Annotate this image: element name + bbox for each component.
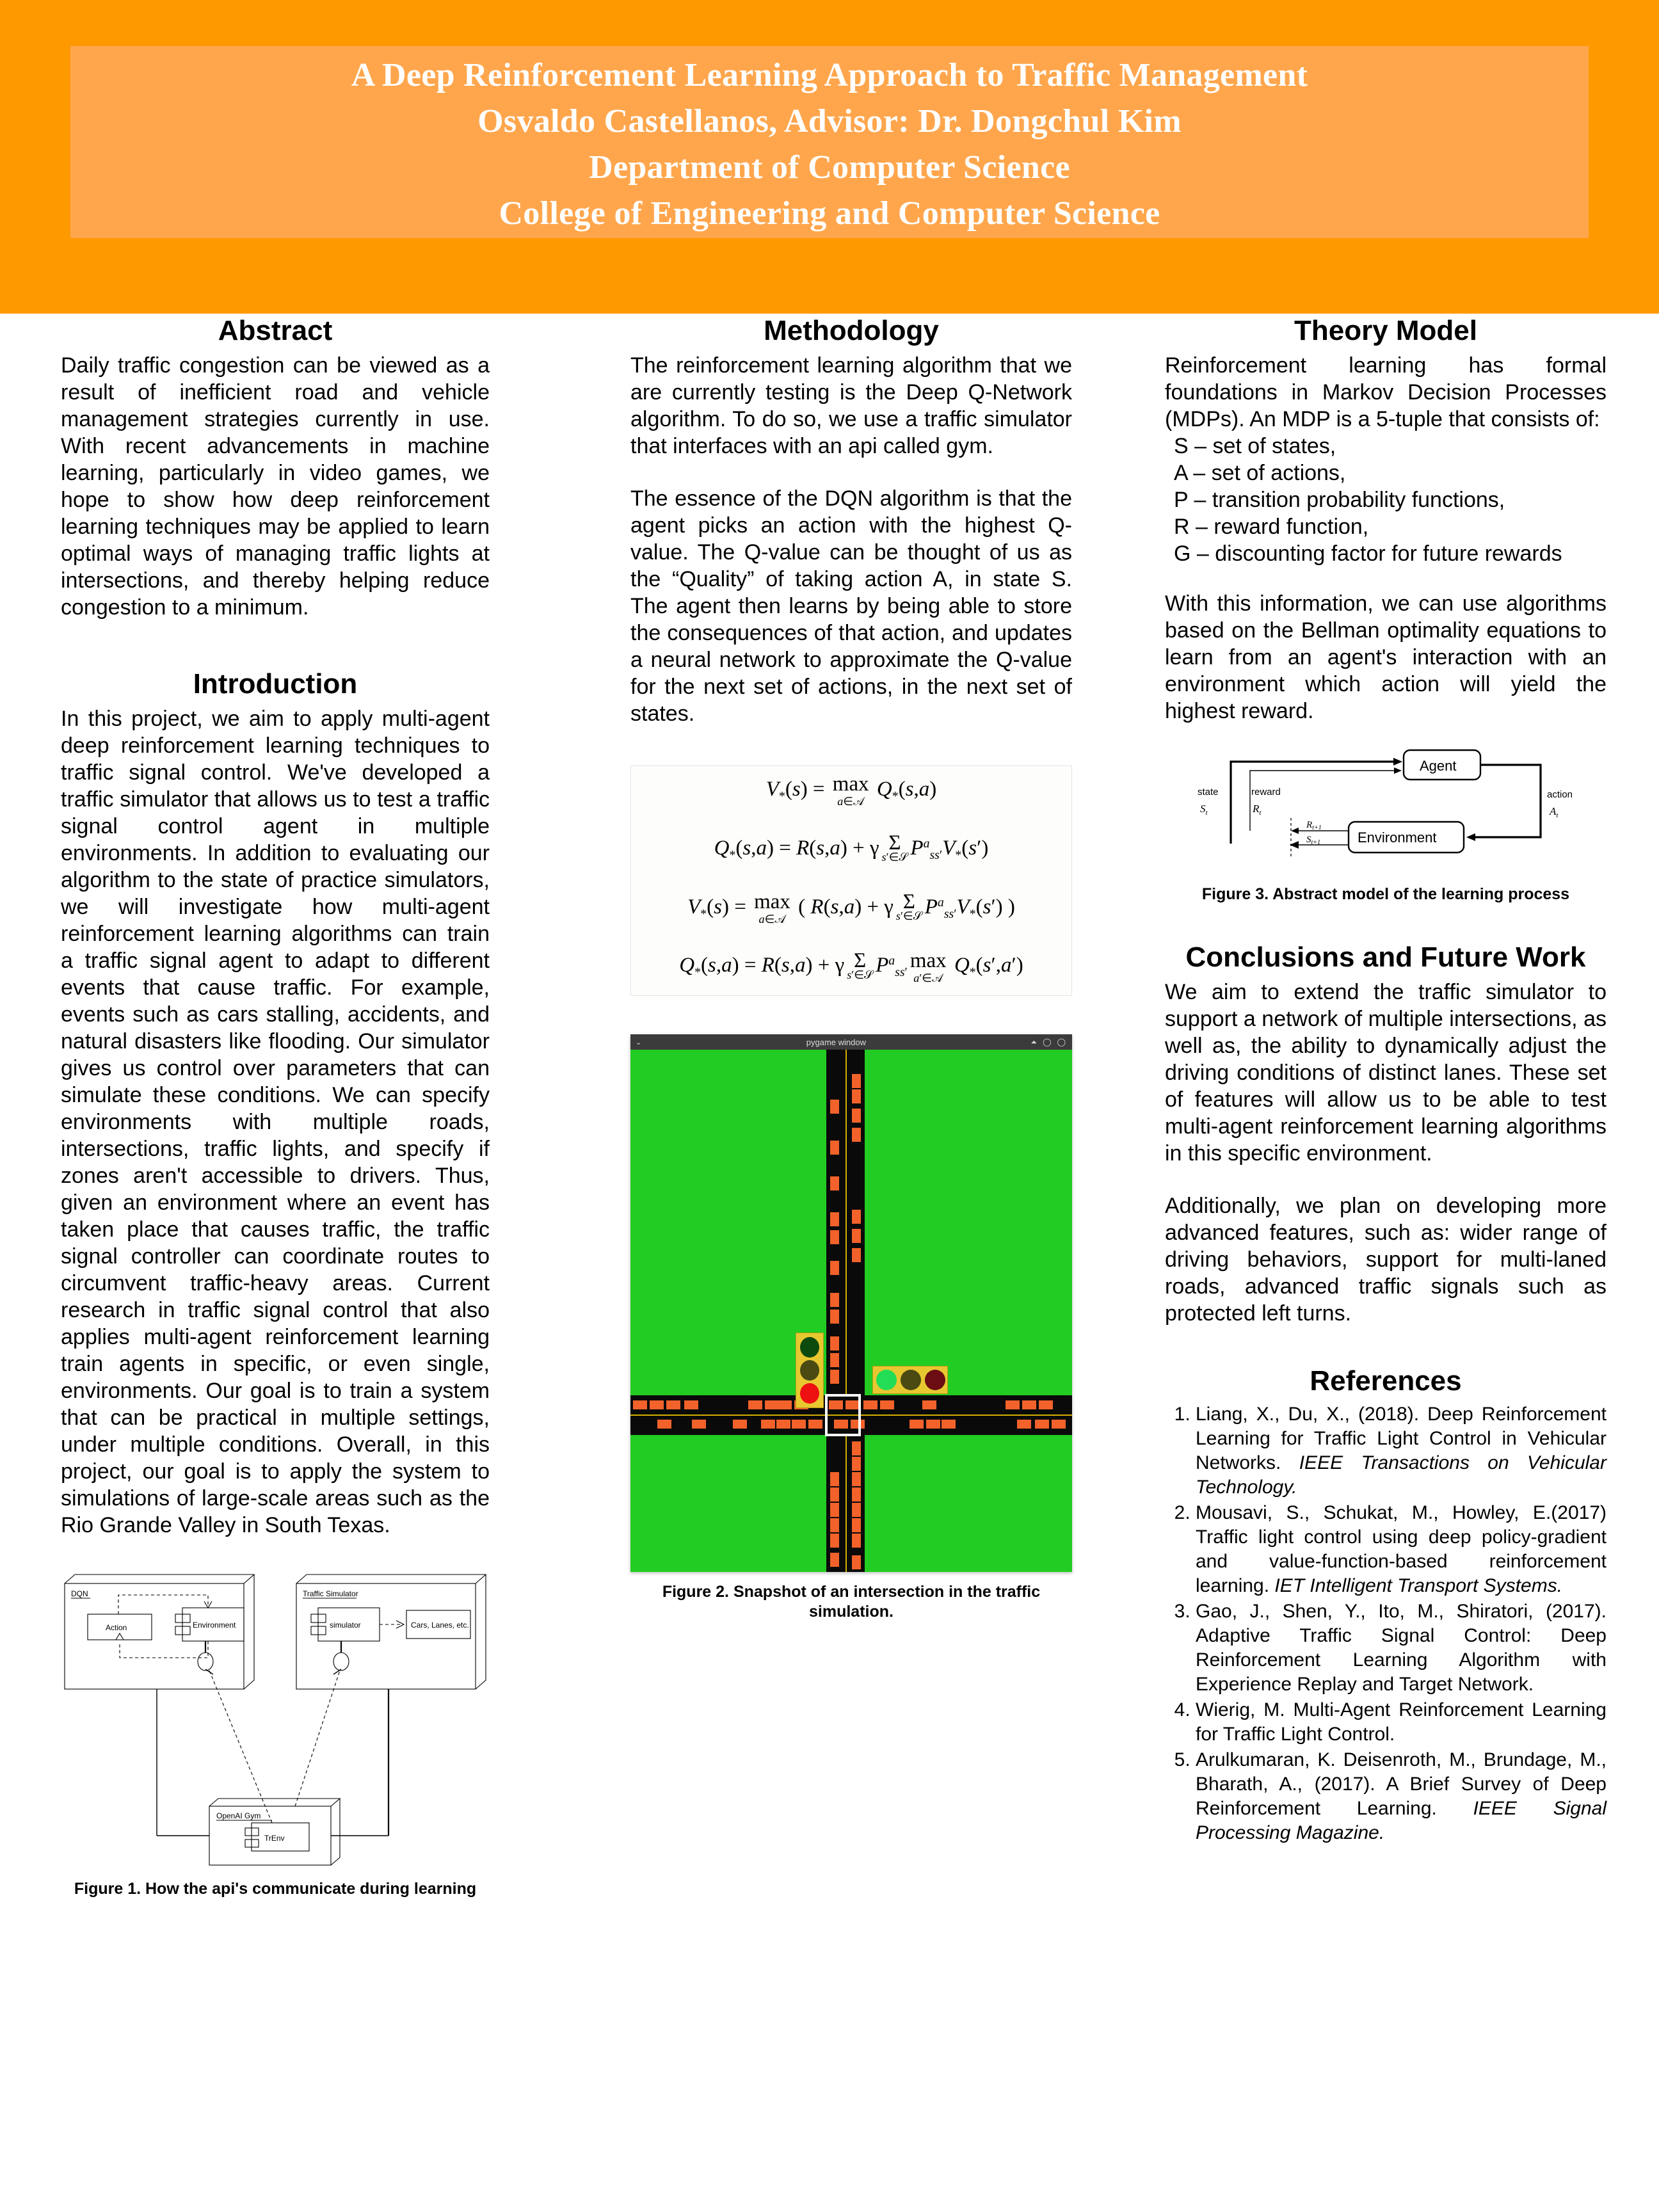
car bbox=[657, 1420, 671, 1429]
figure3-caption: Figure 3. Abstract model of the learning process bbox=[1201, 885, 1570, 903]
pygame-window[interactable] bbox=[630, 1034, 1072, 1572]
car bbox=[830, 1310, 839, 1324]
mdp-tuple-item-actions: A – set of actions, bbox=[1174, 461, 1346, 485]
figure3-state-next-symbol: $S_{t+1}$ bbox=[1306, 835, 1321, 846]
car bbox=[792, 1420, 806, 1429]
conclusions-heading: Conclusions and Future Work bbox=[1185, 942, 1586, 973]
car bbox=[776, 1420, 790, 1429]
references-heading: References bbox=[1310, 1365, 1462, 1397]
car bbox=[830, 1141, 839, 1155]
figure3-state-symbol: $S_t$ bbox=[1200, 803, 1208, 817]
traffic-light-red-bulb-off bbox=[925, 1370, 945, 1390]
car bbox=[852, 1248, 861, 1262]
car bbox=[830, 1553, 839, 1567]
car bbox=[880, 1400, 894, 1409]
mdp-tuple-item-states: S – set of states, bbox=[1174, 434, 1336, 458]
figure1-caption: Figure 1. How the api's communicate during learning bbox=[74, 1880, 477, 1898]
car bbox=[830, 1370, 839, 1384]
figure2-container bbox=[630, 1034, 1072, 1622]
figure3-reward-label: reward bbox=[1251, 787, 1281, 797]
car bbox=[852, 1457, 861, 1471]
car bbox=[852, 1074, 861, 1088]
figure3-action-label: action bbox=[1547, 789, 1573, 800]
traffic-light-green-bulb-on bbox=[876, 1370, 897, 1390]
bellman-equations-figure bbox=[630, 765, 1072, 996]
car bbox=[830, 1176, 839, 1190]
conclusions-paragraph-1: We aim to extend the traffic simulator to support a network of multiple intersections, as well as, the ability to dynamically adjust the driving conditions of distinct lanes. These set of features will allow us to be able to test multi-agent reinforcement learning algorithms in this specific environment. bbox=[1165, 980, 1607, 1166]
mdp-tuple-item-reward: R – reward function, bbox=[1174, 515, 1369, 539]
poster-authors: Osvaldo Castellanos, Advisor: Dr. Dongchul Kim bbox=[477, 103, 1182, 140]
car bbox=[633, 1400, 647, 1409]
car bbox=[910, 1420, 924, 1429]
mdp-tuple-item-discount: G – discounting factor for future rewards bbox=[1174, 541, 1562, 566]
traffic-light-yellow-bulb-off bbox=[901, 1370, 921, 1390]
figure1-node-action-label: Action bbox=[106, 1623, 127, 1632]
poster-college: College of Engineering and Computer Science bbox=[499, 195, 1160, 232]
close-icon[interactable]: ◯ bbox=[1057, 1038, 1066, 1046]
figure1-package-simulator-label: Traffic Simulator bbox=[303, 1589, 358, 1598]
car bbox=[748, 1400, 762, 1409]
car bbox=[761, 1420, 775, 1429]
car bbox=[765, 1400, 779, 1409]
car bbox=[852, 1487, 861, 1502]
car bbox=[830, 1487, 839, 1502]
figure3-state-label: state bbox=[1198, 787, 1219, 797]
methodology-paragraph-2: The essence of the DQN algorithm is that the agent picks an action with the highest Q-value. The Q-value can be thought of us as the “Quality” of taking action A, in state S. The agent then learns by being able to store the consequences of that action, and updates a neural network to approximate the Q-value for the next set of actions, in the next set of states. bbox=[630, 486, 1072, 726]
car bbox=[852, 1109, 861, 1123]
car bbox=[852, 1128, 861, 1142]
figure1-package-dqn-label: DQN bbox=[71, 1589, 88, 1598]
poster-header bbox=[0, 0, 1659, 314]
figure3-action-symbol: $A_t$ bbox=[1550, 805, 1559, 819]
abstract-heading: Abstract bbox=[218, 315, 333, 346]
reference-item: 2. Mousavi, S., Schukat, M., Howley, E.(2017) Traffic light control using deep policy-gradient and value-function-based reinforcement learning. IET Intelligent Transport Systems. bbox=[1196, 1501, 1607, 1598]
equation-1: $V_*(s)$ = max a∈𝒜 $Q_*(s,a)$ bbox=[765, 773, 937, 808]
car bbox=[1035, 1420, 1049, 1429]
figure3-rl-loop-diagram bbox=[1181, 746, 1591, 874]
car bbox=[830, 1230, 839, 1244]
figure1-node-cars-label: Cars, Lanes, etc. bbox=[411, 1621, 469, 1630]
figure1-node-simulator-label: simulator bbox=[330, 1621, 361, 1630]
car bbox=[692, 1420, 706, 1429]
poster-department: Department of Computer Science bbox=[589, 149, 1070, 186]
car bbox=[684, 1400, 698, 1409]
mdp-tuple-item-prob: P – transition probability functions, bbox=[1174, 488, 1505, 512]
figure3-container bbox=[1165, 746, 1607, 904]
car bbox=[852, 1555, 861, 1569]
poster-title-block bbox=[70, 46, 1589, 238]
equation-2: $Q_*(s,a) = R(s,a) + \gamma$ Σ s′∈𝒮 $P^a_{ss'}V_*(s')$ bbox=[714, 831, 989, 864]
car bbox=[1017, 1420, 1031, 1429]
car bbox=[852, 1503, 861, 1517]
pygame-titlebar bbox=[630, 1034, 1072, 1050]
car bbox=[666, 1400, 680, 1409]
car bbox=[852, 1518, 861, 1532]
car bbox=[830, 1336, 839, 1350]
figure1-container bbox=[61, 1568, 490, 1899]
reference-item: 4. Wierig, M. Multi-Agent Reinforcement Learning for Traffic Light Control. bbox=[1196, 1698, 1607, 1747]
methodology-paragraph-1: The reinforcement learning algorithm that we are currently testing is the Deep Q-Network algorithm. To do so, we use a traffic simulator that interfaces with an api called gym. bbox=[630, 353, 1072, 458]
introduction-text: In this project, we aim to apply multi-agent deep reinforcement learning techniques to traffic signal control. We've developed a traffic simulator that allows us to test a traffic signal control agent in multiple environments. In addition to evaluating our algorithm to the state of practice simulators, we will investigate how multi-agent reinforcement learning algorithms can train a traffic signal agent to adapt to different events that cause traffic. For example, events such as cars stalling, accidents, and natural disasters like flooding. Our simulator gives us control over parameters that can simulate these conditions. We can specify environments with multiple roads, intersections, traffic lights, and specify if zones aren't accessible to drivers. Thus, given an environment where an event has taken place that causes traffic, the traffic signal controller can coordinate routes to circumvent traffic-heavy areas. Current research in traffic signal control that also applies multi-agent reinforcement learning train agents in specific, or even single, environments. Our goal is to train a system that can be practical in multiple settings, under multiple conditions. Overall, in this project, our goal is to apply the system to simulations of large-scale areas such as the Rio Grande Valley in South Texas. bbox=[61, 707, 490, 1537]
car bbox=[778, 1400, 792, 1409]
figure1-node-environment-label: Environment bbox=[193, 1621, 236, 1630]
car bbox=[852, 1229, 861, 1243]
agent-focus-box bbox=[825, 1394, 861, 1436]
reference-item: 5. Arulkumaran, K. Deisenroth, M., Brundage, M., Bharath, A., (2017). A Brief Survey of Deep Reinforcement Learning. IEEE Signal Processing Magazine. bbox=[1196, 1748, 1607, 1845]
minimize-icon[interactable]: ⏶ bbox=[1030, 1037, 1038, 1046]
car bbox=[830, 1534, 839, 1548]
figure3-environment-label: Environment bbox=[1358, 830, 1437, 846]
car bbox=[830, 1518, 839, 1532]
figure2-caption: Figure 2. Snapshot of an intersection in the traffic simulation. bbox=[662, 1583, 1041, 1621]
lane-divider-vertical bbox=[846, 1050, 847, 1572]
car bbox=[852, 1441, 861, 1455]
pygame-window-title: pygame window bbox=[806, 1037, 866, 1047]
car bbox=[922, 1400, 936, 1409]
car bbox=[830, 1353, 839, 1367]
car bbox=[942, 1420, 956, 1429]
car bbox=[926, 1420, 940, 1429]
equation-3: $V_*(s)$ = max a∈𝒜 ( R(s,a) + γ Σ s′∈𝒮 $P^a_{ss'}V_*(s')$ ) bbox=[687, 890, 1015, 926]
introduction-heading: Introduction bbox=[193, 668, 358, 700]
car bbox=[1022, 1400, 1036, 1409]
theory-outro-text: With this information, we can use algorithms based on the Bellman optimality equations to learn from an agent's interaction with an environment which action will yield the highest reward. bbox=[1165, 591, 1607, 723]
car bbox=[830, 1503, 839, 1517]
car bbox=[852, 1210, 861, 1224]
car bbox=[852, 1089, 861, 1103]
car bbox=[830, 1293, 839, 1307]
theory-heading: Theory Model bbox=[1294, 315, 1478, 346]
abstract-text: Daily traffic congestion can be viewed as a result of inefficient road and vehicle management strategies currently in use. With recent advancements in machine learning, particularly in video games, we hope to show how deep reinforcement learning techniques may be applied to learn optimal ways of managing traffic lights at intersections, and thereby helping reduce congestion to a minimum. bbox=[61, 353, 490, 620]
reference-item: 3. Gao, J., Shen, Y., Ito, M., Shiratori, (2017). Adaptive Traffic Signal Control: Deep Reinforcement Learning Algorithm with Experience Replay and Target Network. bbox=[1196, 1599, 1607, 1697]
mdp-tuple-list bbox=[1165, 433, 1607, 567]
car bbox=[650, 1400, 664, 1409]
car bbox=[733, 1420, 747, 1429]
car bbox=[808, 1420, 822, 1429]
figure3-reward-symbol: $R_t$ bbox=[1253, 803, 1262, 817]
column-left bbox=[61, 314, 490, 1899]
figure1-uml-diagram bbox=[61, 1568, 490, 1869]
chevron-down-icon[interactable]: ⌄ bbox=[636, 1038, 642, 1046]
car bbox=[852, 1534, 861, 1548]
traffic-light-red-bulb-on bbox=[800, 1383, 819, 1404]
methodology-heading: Methodology bbox=[764, 315, 939, 346]
maximize-icon[interactable]: ◯ bbox=[1043, 1038, 1052, 1046]
car bbox=[830, 1261, 839, 1275]
car bbox=[1052, 1420, 1066, 1429]
theory-intro-text: Reinforcement learning has formal foundations in Markov Decision Processes (MDPs). An MDP is a 5-tuple that consists of: bbox=[1165, 353, 1607, 431]
traffic-light-vertical bbox=[796, 1333, 824, 1408]
reference-item: 1. Liang, X., Du, X., (2018). Deep Reinforcement Learning for Traffic Light Control in Vehicular Networks. IEEE Transactions on Vehicular Technology. bbox=[1196, 1402, 1607, 1500]
figure3-agent-label: Agent bbox=[1420, 758, 1457, 774]
car bbox=[830, 1472, 839, 1486]
conclusions-paragraph-2: Additionally, we plan on developing more advanced features, such as: wider range of driving behaviors, support for multi-laned roads, advanced traffic signals such as protected left turns. bbox=[1165, 1194, 1607, 1326]
car bbox=[1006, 1400, 1020, 1409]
pygame-canvas bbox=[630, 1050, 1072, 1572]
figure3-reward-next-symbol: $R_{t+1}$ bbox=[1306, 820, 1322, 831]
car bbox=[852, 1472, 861, 1486]
column-right bbox=[1165, 314, 1607, 1847]
car bbox=[830, 1100, 839, 1114]
traffic-light-yellow-bulb-off bbox=[800, 1360, 819, 1381]
column-middle bbox=[630, 314, 1072, 1622]
figure1-package-gym-label: OpenAI Gym bbox=[216, 1811, 261, 1820]
car bbox=[863, 1400, 878, 1409]
references-list bbox=[1165, 1402, 1607, 1845]
poster-title: A Deep Reinforcement Learning Approach to Traffic Management bbox=[351, 57, 1308, 93]
figure1-node-trenv-label: TrEnv bbox=[264, 1834, 285, 1843]
equation-4: $Q_*(s,a) = R(s,a) + \gamma$ Σ s′∈𝒮 $P^a_{ss'}$ max a′∈𝒜 $Q_*(s',a')$ bbox=[679, 949, 1023, 984]
car bbox=[1039, 1400, 1053, 1409]
car bbox=[830, 1212, 839, 1226]
traffic-light-horizontal bbox=[872, 1366, 948, 1394]
traffic-light-green-bulb-off bbox=[800, 1337, 819, 1358]
